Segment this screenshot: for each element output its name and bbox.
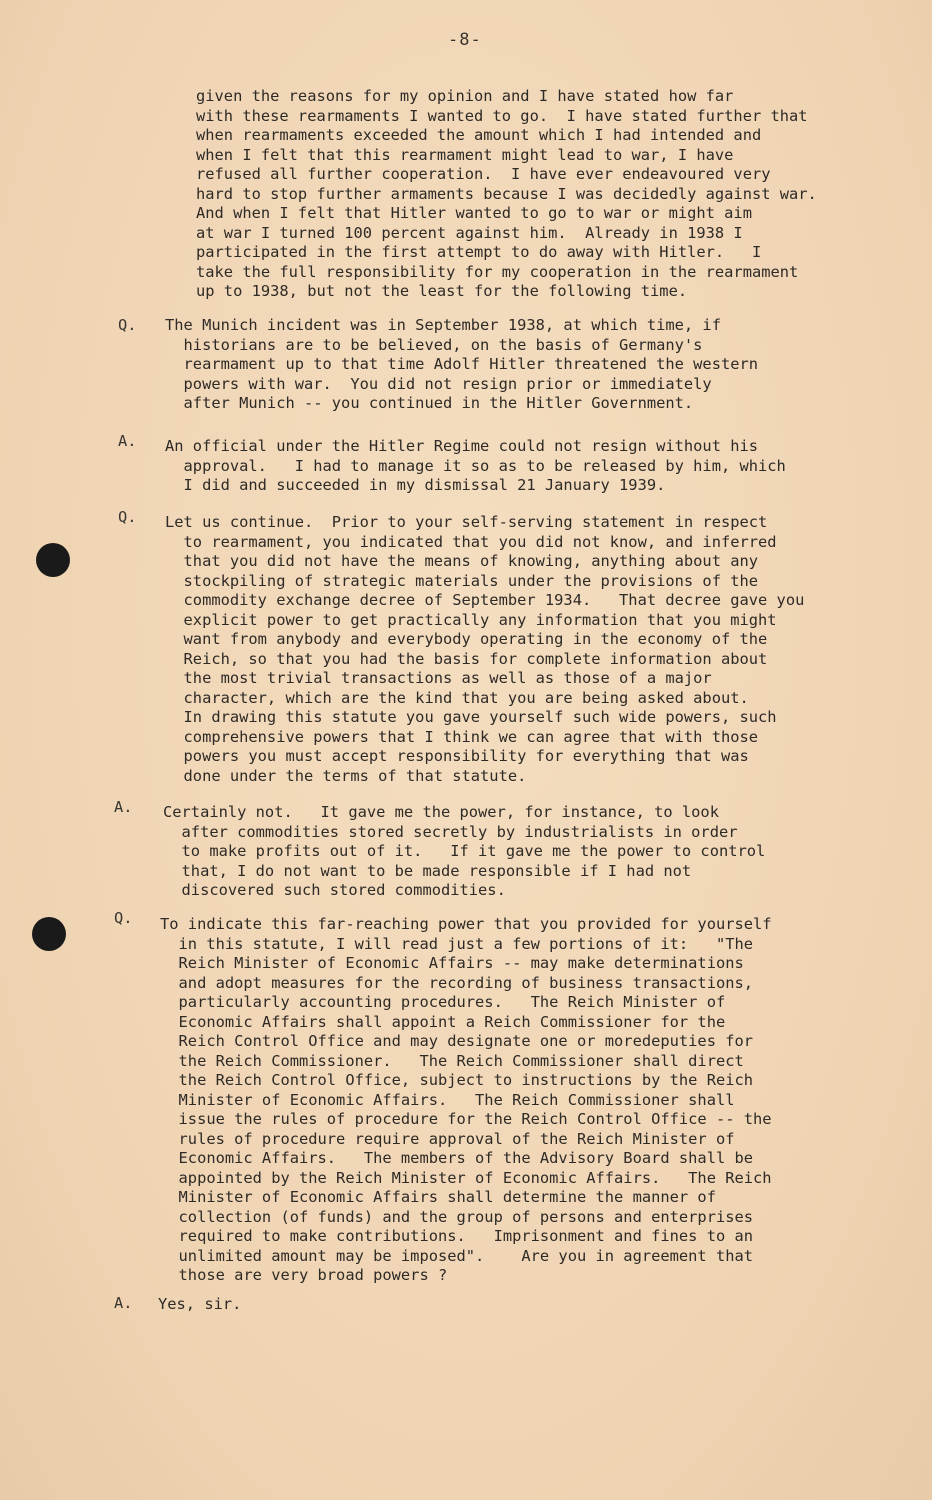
page-number: -8-: [448, 30, 482, 50]
question-paragraph: The Munich incident was in September 1938, at which time, if historians are to be believed, on the basis of Germany's rearmament up to that time Adolf Hitler threatened the western powers with war. You did not resign prior or immediately after Munich -- you continued in the Hitler Government.: [165, 316, 759, 412]
answer-label: A.: [114, 1294, 133, 1312]
answer-label: A.: [118, 432, 137, 450]
answer-paragraph: Certainly not. It gave me the power, for instance, to look after commodities stored secretly by industrialists in order to make profits out of it. If it gave me the power to control that, I do not want to be made responsible if I had not discovered such stored commodities.: [163, 803, 766, 899]
question-label: Q.: [118, 316, 137, 334]
punch-hole: [36, 543, 70, 577]
question-paragraph: Let us continue. Prior to your self-serving statement in respect to rearmament, you indicated that you did not know, and inferred that you did not have the means of knowing, anything about any stockpiling of strategic materials under the provisions of the commodity exchange decree of September 1934. That decree gave you explicit power to get practically any information that you might want from anybody and everybody operating in the economy of the Reich, so that you had the basis for complete information about the most trivial transactions as well as those of a major character, which are the kind that you are being asked about. In drawing this statute you gave yourself such wide powers, such comprehensive powers that I think we can agree that with those powers you must accept responsibility for everything that was done under the terms of that statute.: [165, 513, 805, 785]
answer-label: A.: [114, 798, 133, 816]
punch-hole: [32, 917, 66, 951]
question-label: Q.: [118, 508, 137, 526]
answer-paragraph: Yes, sir.: [158, 1295, 242, 1313]
answer-continuation-paragraph: given the reasons for my opinion and I have stated how far with these rearmaments I wanted to go. I have stated further that when rearmaments exceeded the amount which I had intended and when I felt that this rearmament might lead to war, I have refused all further cooperation. I have ever endeavoured very hard to stop further armaments because I was decidedly against war. And when I felt that Hitler wanted to go to war or might aim at war I turned 100 percent against him. Already in 1938 I participated in the first attempt to do away with Hitler. I take the full responsibility for my cooperation in the rearmament up to 1938, but not the least for the following time.: [196, 87, 817, 300]
question-paragraph: To indicate this far-reaching power that you provided for yourself in this statute, I will read just a few portions of it: "The Reich Minister of Economic Affairs -- may make determinations and adopt measures for the recording of business transactions, particularly accounting procedures. The Reich Minister of Economic Affairs shall appoint a Reich Commissioner for the Reich Control Office and may designate one or moredeputies for the Reich Commissioner. The Reich Commissioner shall direct the Reich Control Office, subject to instructions by the Reich Minister of Economic Affairs. The Reich Commissioner shall issue the rules of procedure for the Reich Control Office -- the rules of procedure require approval of the Reich Minister of Economic Affairs. The members of the Advisory Board shall be appointed by the Reich Minister of Economic Affairs. The Reich Minister of Economic Affairs shall determine the manner of collection (of funds) and the group of persons and enterprises required to make contributions. Imprisonment and fines to an unlimited amount may be imposed". Are you in agreement that those are very broad powers ?: [160, 915, 772, 1284]
question-label: Q.: [114, 909, 133, 927]
answer-paragraph: An official under the Hitler Regime could not resign without his approval. I had to manage it so as to be released by him, which I did and succeeded in my dismissal 21 January 1939.: [165, 437, 786, 494]
